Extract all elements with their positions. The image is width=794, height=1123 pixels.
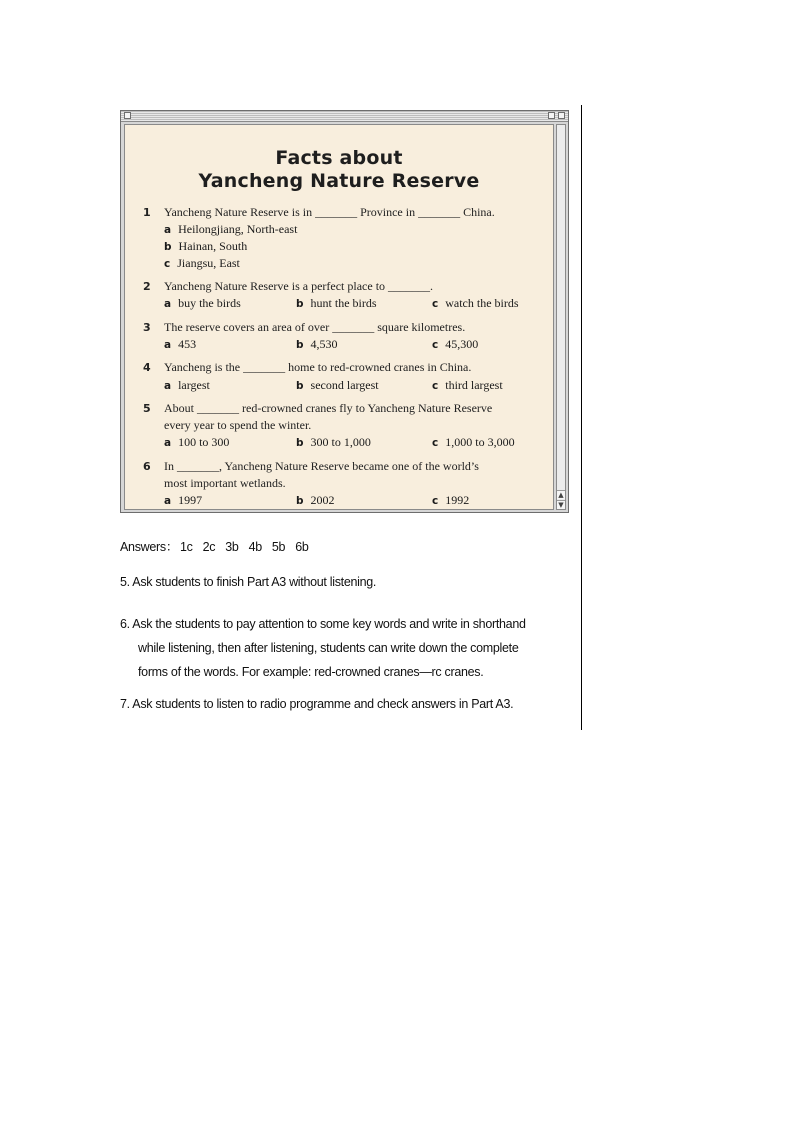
option-1c	[164, 255, 240, 273]
option-2b	[296, 295, 377, 313]
question-text: The reserve covers an area of over _______ square kilometres.	[164, 320, 466, 334]
window-titlebar[interactable]	[121, 111, 568, 122]
option-text: largest	[178, 378, 210, 392]
question-text: Yancheng Nature Reserve is a perfect place to _______.	[164, 279, 434, 293]
option-text: 45,300	[445, 337, 479, 351]
option-5a	[164, 434, 229, 452]
answer-item: 6b	[295, 540, 309, 554]
option-text: 1992	[445, 493, 470, 507]
option-letter: a	[164, 495, 172, 507]
facts-title-line1: Facts about	[275, 147, 403, 169]
option-letter: a	[164, 224, 172, 236]
option-2a	[164, 295, 241, 313]
answer-item: 4b	[248, 540, 262, 554]
question-text: most important wetlands.	[164, 476, 286, 490]
step-5: 5. Ask students to finish Part A3 without listening.	[120, 575, 377, 589]
option-text: hunt the birds	[310, 296, 377, 310]
question-number: 5	[143, 402, 151, 415]
question-text: In _______, Yancheng Nature Reserve became one of the world’s	[164, 459, 479, 473]
option-4c	[432, 377, 503, 395]
facts-title-line2: Yancheng Nature Reserve	[198, 170, 480, 192]
question-text: About _______ red-crowned cranes fly to Yancheng Nature Reserve	[164, 401, 493, 415]
answer-item: 3b	[225, 540, 239, 554]
option-text: watch the birds	[445, 296, 519, 310]
question-number: 3	[143, 321, 151, 334]
scroll-up-arrow-icon[interactable]: ▲	[558, 491, 564, 499]
option-letter: c	[164, 258, 171, 270]
scroll-down-arrow-icon[interactable]: ▼	[558, 501, 564, 509]
option-text: 100 to 300	[178, 435, 230, 449]
option-text: Heilongjiang, North-east	[178, 222, 298, 236]
option-letter: a	[164, 298, 172, 310]
option-5b	[296, 434, 371, 452]
option-letter: b	[296, 495, 304, 507]
collapse-box-icon[interactable]	[558, 112, 565, 119]
option-text: second largest	[310, 378, 379, 392]
vertical-scrollbar[interactable]	[556, 124, 566, 510]
option-text: Jiangsu, East	[177, 256, 240, 270]
option-text: third largest	[445, 378, 503, 392]
question-text: Yancheng is the _______ home to red-crowned cranes in China.	[164, 360, 472, 374]
question-text: Yancheng Nature Reserve is in _______ Province in _______ China.	[164, 205, 495, 219]
option-1b	[164, 238, 247, 256]
option-letter: c	[432, 495, 439, 507]
option-letter: c	[432, 339, 439, 351]
option-5c	[432, 434, 515, 452]
option-text: 2002	[310, 493, 335, 507]
option-1a	[164, 221, 297, 239]
answer-item: 1c	[180, 540, 193, 554]
zoom-box-icon[interactable]	[548, 112, 555, 119]
facts-window	[120, 110, 569, 513]
option-letter: b	[296, 339, 304, 351]
question-number: 6	[143, 460, 151, 473]
question-number: 2	[143, 280, 151, 293]
option-text: 453	[178, 337, 197, 351]
question-text: every year to spend the winter.	[164, 418, 312, 432]
answers-label: Answers：	[120, 540, 179, 554]
question-number: 1	[143, 206, 151, 219]
facts-content	[124, 124, 554, 510]
close-box-icon[interactable]	[124, 112, 131, 119]
option-text: Hainan, South	[178, 239, 248, 253]
answers-line	[120, 537, 309, 555]
option-4a	[164, 377, 210, 395]
option-text: 1997	[178, 493, 203, 507]
question-number: 4	[143, 361, 151, 374]
step-7: 7. Ask students to listen to radio programme and check answers in Part A3.	[120, 697, 514, 711]
option-4b	[296, 377, 379, 395]
option-letter: b	[164, 241, 172, 253]
option-3c	[432, 336, 478, 354]
option-letter: b	[296, 298, 304, 310]
option-text: 1,000 to 3,000	[445, 435, 515, 449]
option-letter: b	[296, 437, 304, 449]
option-text: buy the birds	[178, 296, 241, 310]
step-6-line1: 6. Ask the students to pay attention to some key words and write in shorthand	[120, 617, 526, 631]
option-letter: b	[296, 380, 304, 392]
answer-item: 5b	[271, 540, 286, 554]
option-letter: c	[432, 298, 439, 310]
option-letter: a	[164, 380, 172, 392]
option-6b	[296, 492, 335, 510]
answer-item: 2c	[202, 540, 216, 554]
step-6-line2: while listening, then after listening, students can write down the complete	[138, 641, 519, 655]
option-3b	[296, 336, 338, 354]
option-letter: a	[164, 437, 172, 449]
option-letter: c	[432, 380, 439, 392]
option-3a	[164, 336, 196, 354]
option-text: 300 to 1,000	[310, 435, 371, 449]
option-6a	[164, 492, 202, 510]
step-6	[120, 612, 576, 684]
option-2c	[432, 295, 519, 313]
option-text: 4,530	[310, 337, 338, 351]
margin-rule	[581, 105, 582, 730]
option-6c	[432, 492, 469, 510]
option-letter: a	[164, 339, 172, 351]
option-letter: c	[432, 437, 439, 449]
step-6-line3: forms of the words. For example: red-crowned cranes—rc cranes.	[138, 665, 484, 679]
